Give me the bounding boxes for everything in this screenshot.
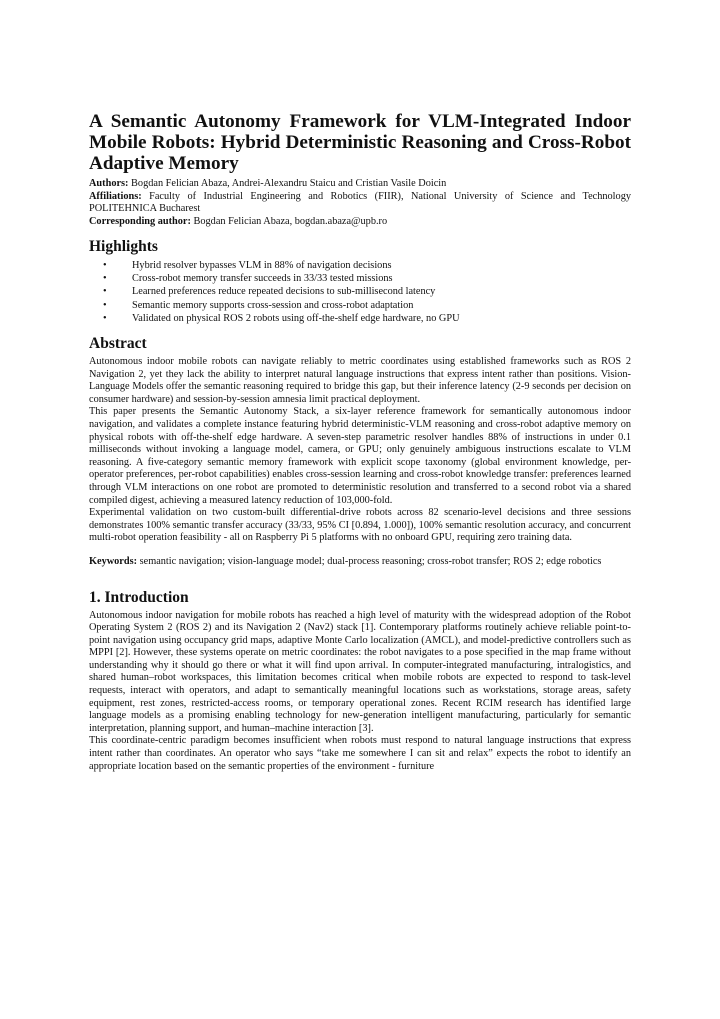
introduction-paragraph: This coordinate-centric paradigm becomes insufficient when robots must respond to natural language instructions that express intent rather than coordinates. An operator who says “take me somewhere I can sit and relax” expects the robot to identify an appropriate location based on the semantic properties of the environment - furniture [89,735,631,772]
highlight-item [103,272,631,285]
highlight-item [103,259,631,272]
authors-value: Bogdan Felician Abaza, Andrei-Alexandru Staicu and Cristian Vasile Doicin [128,178,447,189]
affiliations-value: Faculty of Industrial Engineering and Robotics (FIIR), National University of Science and Technology POLITEHNICA Bucharest [89,190,631,214]
affiliations-line [89,191,631,216]
highlight-text: Semantic memory supports cross-session and cross-robot adaptation [132,299,414,311]
paper-title: A Semantic Autonomy Framework for VLM-Integrated Indoor Mobile Robots: Hybrid Deterministic Reasoning and Cross-Robot Adaptive Memory [89,111,631,174]
highlight-item [103,285,631,298]
highlight-item [103,312,631,325]
introduction-heading: 1. Introduction [89,588,189,606]
abstract-paragraph: This paper presents the Semantic Autonomy Stack, a six-layer reference framework for semantically autonomous indoor navigation, and validates a complete instance featuring hybrid deterministic-VLM reasoning and cross-robot adaptive memory on physical robots with off-the-shelf edge hardware. A seven-step parametric resolver handles 88% of instructions in under 0.1 milliseconds without invoking a language model, camera, or GPU; only genuinely ambiguous instructions escalate to VLM reasoning. A five-category semantic memory framework with explicit scope taxonomy (global environment knowledge, per-operator preferences, per-robot capabilities) enables cross-session learning and cross-robot knowledge transfer: preferences learned through VLM interactions on one robot are promoted to deterministic resolution and transferred to a second robot via a shared compiled digest, achieving a measured latency reduction of 103,000-fold. [89,406,631,506]
affiliations-label: Affiliations: [89,190,142,202]
corresponding-value: Bogdan Felician Abaza, bogdan.abaza@upb.ro [190,215,388,227]
highlight-text: Cross-robot memory transfer succeeds in 33/33 tested missions [132,273,393,285]
bullet-icon: • [103,273,107,285]
bullet-icon: • [103,299,107,311]
authors-line [89,178,631,191]
keywords-line [89,556,631,569]
paper-page [89,111,631,773]
highlight-text: Validated on physical ROS 2 robots using off-the-shelf edge hardware, no GPU [132,312,460,324]
abstract-paragraph: Experimental validation on two custom-built differential-drive robots across 82 scenario-level decisions and three sessions demonstrates 100% semantic transfer accuracy (33/33, 95% CI [0.894, 1.000]), 100% semantic resolution accuracy, and concurrent multi-robot operation feasibility - all on Raspberry Pi 5 platforms with no onboard GPU, requiring zero training data. [89,507,631,544]
bullet-icon: • [103,260,107,271]
introduction-paragraph: Autonomous indoor navigation for mobile robots has reached a high level of maturity with the widespread adoption of the Robot Operating System 2 (ROS 2) and its Navigation 2 (Nav2) stack [1]. Contemporary platforms routinely achieve reliable point-to-point navigation using occupancy grid maps, adaptive Monte Carlo localization (AMCL), and model-predictive controllers such as MPPI [2]. However, these systems operate on metric coordinates: the robot navigates to a pose specified in the map frame without understanding why it should go there or what it will find upon arrival. In computer-integrated manufacturing, intralogistics, and shared human–robot workspaces, this limitation becomes critical when mobile robots are expected to respond to task-level requests, interact with operators, and adapt to semantically meaningful locations such as workstations, storage areas, safety equipment, rest zones, restricted-access rooms, or temporary operational zones. Recent RCIM research has identified large language models as a promising enabling technology for new-generation intelligent manufacturing, particularly for semantic interpretation, planning support, and human–machine interaction [3]. [89,609,631,734]
highlights-heading: Highlights [89,238,158,255]
abstract-heading: Abstract [89,335,147,353]
abstract-paragraph: Autonomous indoor mobile robots can navigate reliably to metric coordinates using established frameworks such as ROS 2 Navigation 2, yet they lack the ability to interpret natural language instructions that express intent rather than positions. Vision-Language Models offer the semantic reasoning required to bridge this gap, but their inference latency (2-9 seconds per decision on consumer hardware) and session-by-session amnesia limit practical deployment. [89,356,631,405]
corresponding-author-line [89,216,631,229]
bullet-icon: • [103,312,107,324]
highlight-text: Hybrid resolver bypasses VLM in 88% of navigation decisions [132,260,392,271]
corresponding-label: Corresponding author: [89,215,191,227]
highlights-list [89,259,631,325]
keywords-label: Keywords: [89,555,138,567]
authors-label: Authors: [89,178,129,189]
highlight-item [103,299,631,312]
keywords-value: semantic navigation; vision-language model; dual-process reasoning; cross-robot transfer; ROS 2; edge robotics [137,555,602,567]
bullet-icon: • [103,286,107,298]
highlight-text: Learned preferences reduce repeated decisions to sub-millisecond latency [132,286,436,298]
